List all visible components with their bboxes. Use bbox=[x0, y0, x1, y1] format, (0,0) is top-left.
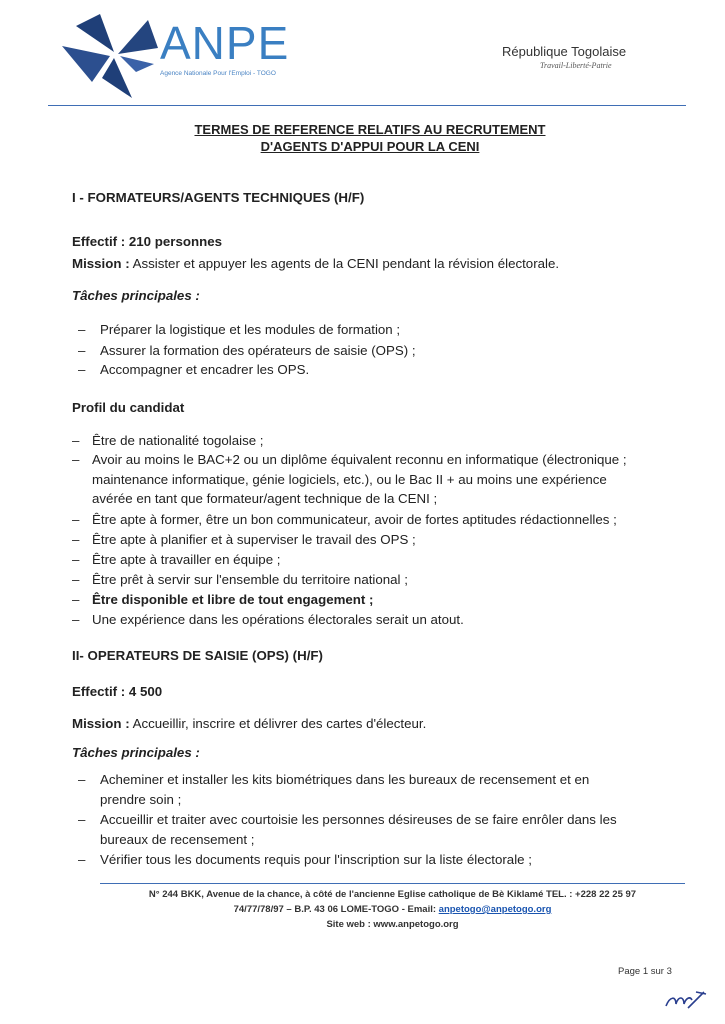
bullet-dash: – bbox=[78, 772, 86, 787]
bullet-dash: – bbox=[72, 552, 80, 567]
bullet-dash: – bbox=[72, 452, 80, 467]
bullet-dash: – bbox=[78, 852, 86, 867]
list-item-continuation: maintenance informatique, génie logiciels, etc.), ou le Bac II + au moins une expérience bbox=[92, 472, 607, 487]
bullet-dash: – bbox=[72, 433, 80, 448]
republic-motto: Travail-Liberté-Patrie bbox=[540, 61, 612, 70]
anpe-logo bbox=[62, 12, 302, 102]
list-item: Être disponible et libre de tout engagement ; bbox=[92, 592, 374, 607]
footer-contact bbox=[100, 904, 685, 915]
handwritten-initials-icon bbox=[662, 986, 710, 1014]
star-logo-icon bbox=[62, 12, 162, 102]
bullet-dash: – bbox=[72, 532, 80, 547]
list-item: Préparer la logistique et les modules de formation ; bbox=[100, 322, 401, 337]
bullet-dash: – bbox=[72, 592, 80, 607]
bullet-dash: – bbox=[78, 362, 86, 377]
section2-taches-heading: Tâches principales : bbox=[72, 745, 200, 760]
logo-subtitle: Agence Nationale Pour l'Emploi - TOGO bbox=[160, 70, 276, 77]
section2-mission bbox=[72, 716, 426, 732]
bullet-dash: – bbox=[72, 612, 80, 627]
bullet-dash: – bbox=[78, 812, 86, 827]
list-item: Acheminer et installer les kits biométriques dans les bureaux de recensement et en bbox=[100, 772, 590, 787]
mission-text: Assister et appuyer les agents de la CENI pendant la révision électorale. bbox=[132, 256, 560, 271]
footer-bp: 74/77/78/97 – B.P. 43 06 LOME-TOGO - Email: bbox=[233, 904, 439, 915]
mission-text: Accueillir, inscrire et délivrer des cartes d'électeur. bbox=[132, 716, 427, 731]
bullet-dash: – bbox=[78, 343, 86, 358]
list-item: Accompagner et encadrer les OPS. bbox=[100, 362, 310, 377]
section1-heading: I - FORMATEURS/AGENTS TECHNIQUES (H/F) bbox=[72, 190, 365, 205]
page-number: Page 1 sur 3 bbox=[618, 966, 672, 977]
mission-label: Mission : bbox=[72, 716, 130, 731]
list-item-continuation: avérée en tant que formateur/agent technique de la CENI ; bbox=[92, 491, 438, 506]
logo-wordmark: ANPE bbox=[160, 17, 290, 69]
list-item-continuation: bureaux de recensement ; bbox=[100, 832, 255, 847]
list-item: Être prêt à servir sur l'ensemble du territoire national ; bbox=[92, 572, 408, 587]
bullet-dash: – bbox=[78, 322, 86, 337]
list-item: Assurer la formation des opérateurs de saisie (OPS) ; bbox=[100, 343, 416, 358]
section1-profil-heading: Profil du candidat bbox=[72, 400, 185, 415]
list-item: Être apte à travailler en équipe ; bbox=[92, 552, 281, 567]
section2-heading: II- OPERATEURS DE SAISIE (OPS) (H/F) bbox=[72, 648, 323, 663]
footer-website: Site web : www.anpetogo.org bbox=[326, 919, 459, 930]
mission-label: Mission : bbox=[72, 256, 130, 271]
document-title-line1: TERMES DE REFERENCE RELATIFS AU RECRUTEMENT bbox=[194, 122, 546, 137]
footer-address: N° 244 BKK, Avenue de la chance, à côté de l'ancienne Eglise catholique de Bè Kiklamé TEL. : +228 22 25 97 bbox=[148, 889, 637, 900]
list-item: Être de nationalité togolaise ; bbox=[92, 433, 264, 448]
section1-effectif: Effectif : 210 personnes bbox=[72, 234, 223, 249]
list-item: Vérifier tous les documents requis pour l'inscription sur la liste électorale ; bbox=[100, 852, 532, 867]
republic-label: République Togolaise bbox=[502, 44, 627, 59]
list-item: Une expérience dans les opérations électorales serait un atout. bbox=[92, 612, 464, 627]
list-item: Avoir au moins le BAC+2 ou un diplôme équivalent reconnu en informatique (électronique ; bbox=[92, 452, 627, 467]
section1-mission bbox=[72, 256, 559, 272]
document-title-line2: D'AGENTS D'APPUI POUR LA CENI bbox=[260, 139, 480, 154]
list-item: Accueillir et traiter avec courtoisie les personnes désireuses de se faire enrôler dans les bbox=[100, 812, 617, 827]
list-item: Être apte à planifier et à superviser le travail des OPS ; bbox=[92, 532, 416, 547]
footer-divider bbox=[100, 883, 685, 884]
section1-taches-heading: Tâches principales : bbox=[72, 288, 200, 303]
section2-effectif: Effectif : 4 500 bbox=[72, 684, 163, 699]
header-divider bbox=[48, 105, 686, 106]
bullet-dash: – bbox=[72, 572, 80, 587]
list-item-continuation: prendre soin ; bbox=[100, 792, 182, 807]
list-item: Être apte à former, être un bon communicateur, avoir de fortes aptitudes rédactionnelles ; bbox=[92, 512, 617, 527]
footer-email-link[interactable]: anpetogo@anpetogo.org bbox=[438, 904, 552, 915]
bullet-dash: – bbox=[72, 512, 80, 527]
